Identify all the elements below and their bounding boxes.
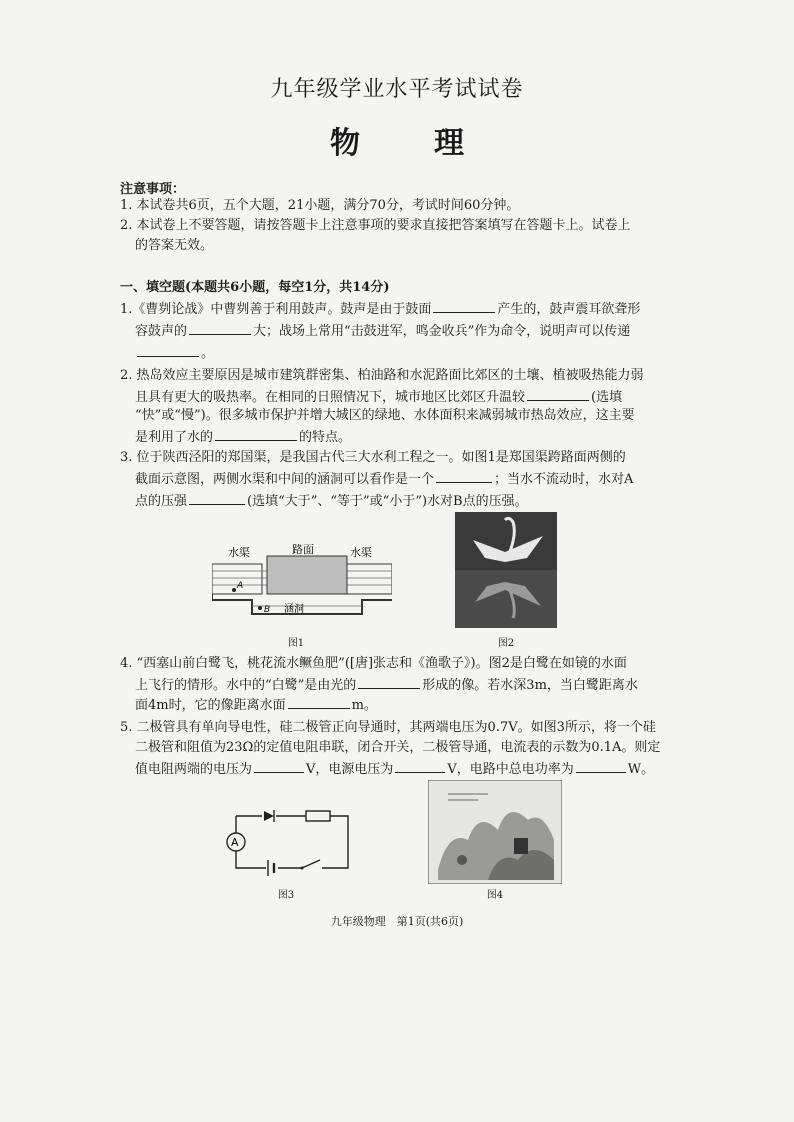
point-a-label: A <box>237 581 244 591</box>
point-b-label: B <box>264 605 271 615</box>
q5-line3: 值电阻两端的电压为 V，电源电压为 V，电路中总电功率为 W。 <box>135 758 695 780</box>
q5-line2: 二极管和阻值为23Ω的定值电阻串联，闭合开关，二极管导通，电流表的示数为0.1A。则定 <box>135 740 661 755</box>
figure-1-caption: 图1 <box>287 638 305 649</box>
q2-line2: 且具有更大的吸热率。在相同的日照情况下，城市地区比郊区升温较 (选填 <box>135 386 695 408</box>
answer-blank <box>576 758 626 773</box>
q2-line1: 2. 热岛效应主要原因是城市建筑群密集、柏油路和水泥路面比郊区的土壤、植被吸热能力弱 <box>120 368 644 383</box>
answer-blank <box>137 342 199 357</box>
q3-line2: 截面示意图，两侧水渠和中间的涵洞可以看作是一个 ；当水不流动时，水对A <box>135 468 695 490</box>
q2-line4: 是利用了水的 的特点。 <box>135 426 695 448</box>
figure-3-caption: 图3 <box>277 890 295 901</box>
figure-person-icon <box>457 855 467 865</box>
figure-2-egret-photo <box>455 512 557 628</box>
subject-title: 物 理 <box>330 126 486 161</box>
answer-blank <box>358 674 420 689</box>
answer-blank <box>436 468 492 483</box>
ammeter-label: A <box>231 836 239 849</box>
culvert-label: 涵洞 <box>284 604 304 615</box>
answer-blank <box>189 490 245 505</box>
answer-blank <box>433 298 495 313</box>
q1-line3: 。 <box>135 342 695 364</box>
figure-4-painting <box>428 780 562 884</box>
q4-line3: 面4m时，它的像距离水面 m。 <box>135 694 695 716</box>
q2-line3: “快”或“慢”)。很多城市保护并增大城区的绿地、水体面积来减弱城市热岛效应，这主要 <box>135 408 635 423</box>
resistor-icon <box>306 811 330 821</box>
figure-1-culvert-diagram <box>212 544 392 624</box>
answer-blank <box>215 426 297 441</box>
answer-blank <box>527 386 589 401</box>
note-2: 2. 本试卷上不要答题，请按答题卡上注意事项的要求直接把答案填写在答题卡上。试卷上 <box>120 218 631 233</box>
q3-line1: 3. 位于陕西泾阳的郑国渠，是我国古代三大水利工程之一。如图1是郑国渠跨路面两侧的 <box>120 450 626 465</box>
page-footer: 九年级物理 第1页(共6页) <box>330 915 464 928</box>
exam-title: 九年级学业水平考试试卷 <box>270 77 524 102</box>
q1-line2: 容鼓声的 大；战场上常用“击鼓进军，鸣金收兵”作为命令，说明声可以传递 <box>135 320 695 342</box>
seal-icon <box>514 838 528 854</box>
answer-blank <box>189 320 251 335</box>
point-a <box>232 588 236 592</box>
left-channel-label: 水渠 <box>228 546 250 559</box>
figure-4-caption: 图4 <box>486 890 504 901</box>
note-1: 1. 本试卷共6页，五个大题，21小题，满分70分，考试时间60分钟。 <box>120 198 520 213</box>
answer-blank <box>254 758 304 773</box>
point-b <box>258 606 262 610</box>
right-channel-label: 水渠 <box>350 546 372 559</box>
notes-heading: 注意事项： <box>120 182 186 197</box>
q4-line2: 上飞行的情形。水中的“白鹭”是由光的 形成的像。若水深3m，当白鹭距离水 <box>135 674 695 696</box>
answer-blank <box>395 758 445 773</box>
q3-line3: 点的压强 (选填“大于”、“等于”或“小于”)水对B点的压强。 <box>135 490 695 512</box>
water-channel-right <box>347 564 392 594</box>
answer-blank <box>288 694 350 709</box>
section-heading: 一、填空题(本题共6小题，每空1分，共14分) <box>120 280 390 295</box>
q1-line1: 1.《曹刿论战》中曹刿善于利用鼓声。鼓声是由于鼓面 产生的，鼓声震耳欲聋形 <box>120 298 680 320</box>
figure-2-caption: 图2 <box>497 638 515 649</box>
road-label: 路面 <box>292 544 314 556</box>
road-block <box>267 556 347 594</box>
q4-line1: 4. “西塞山前白鹭飞，桃花流水鳜鱼肥”([唐]张志和《渔歌子》)。图2是白鹭在如镜的水面 <box>120 656 627 671</box>
q5-line1: 5. 二极管具有单向导电性，硅二极管正向导通时，其两端电压为0.7V。如图3所示，将一个硅 <box>120 720 656 735</box>
figure-3-circuit-diagram <box>218 806 358 878</box>
note-3: 的答案无效。 <box>135 238 214 253</box>
